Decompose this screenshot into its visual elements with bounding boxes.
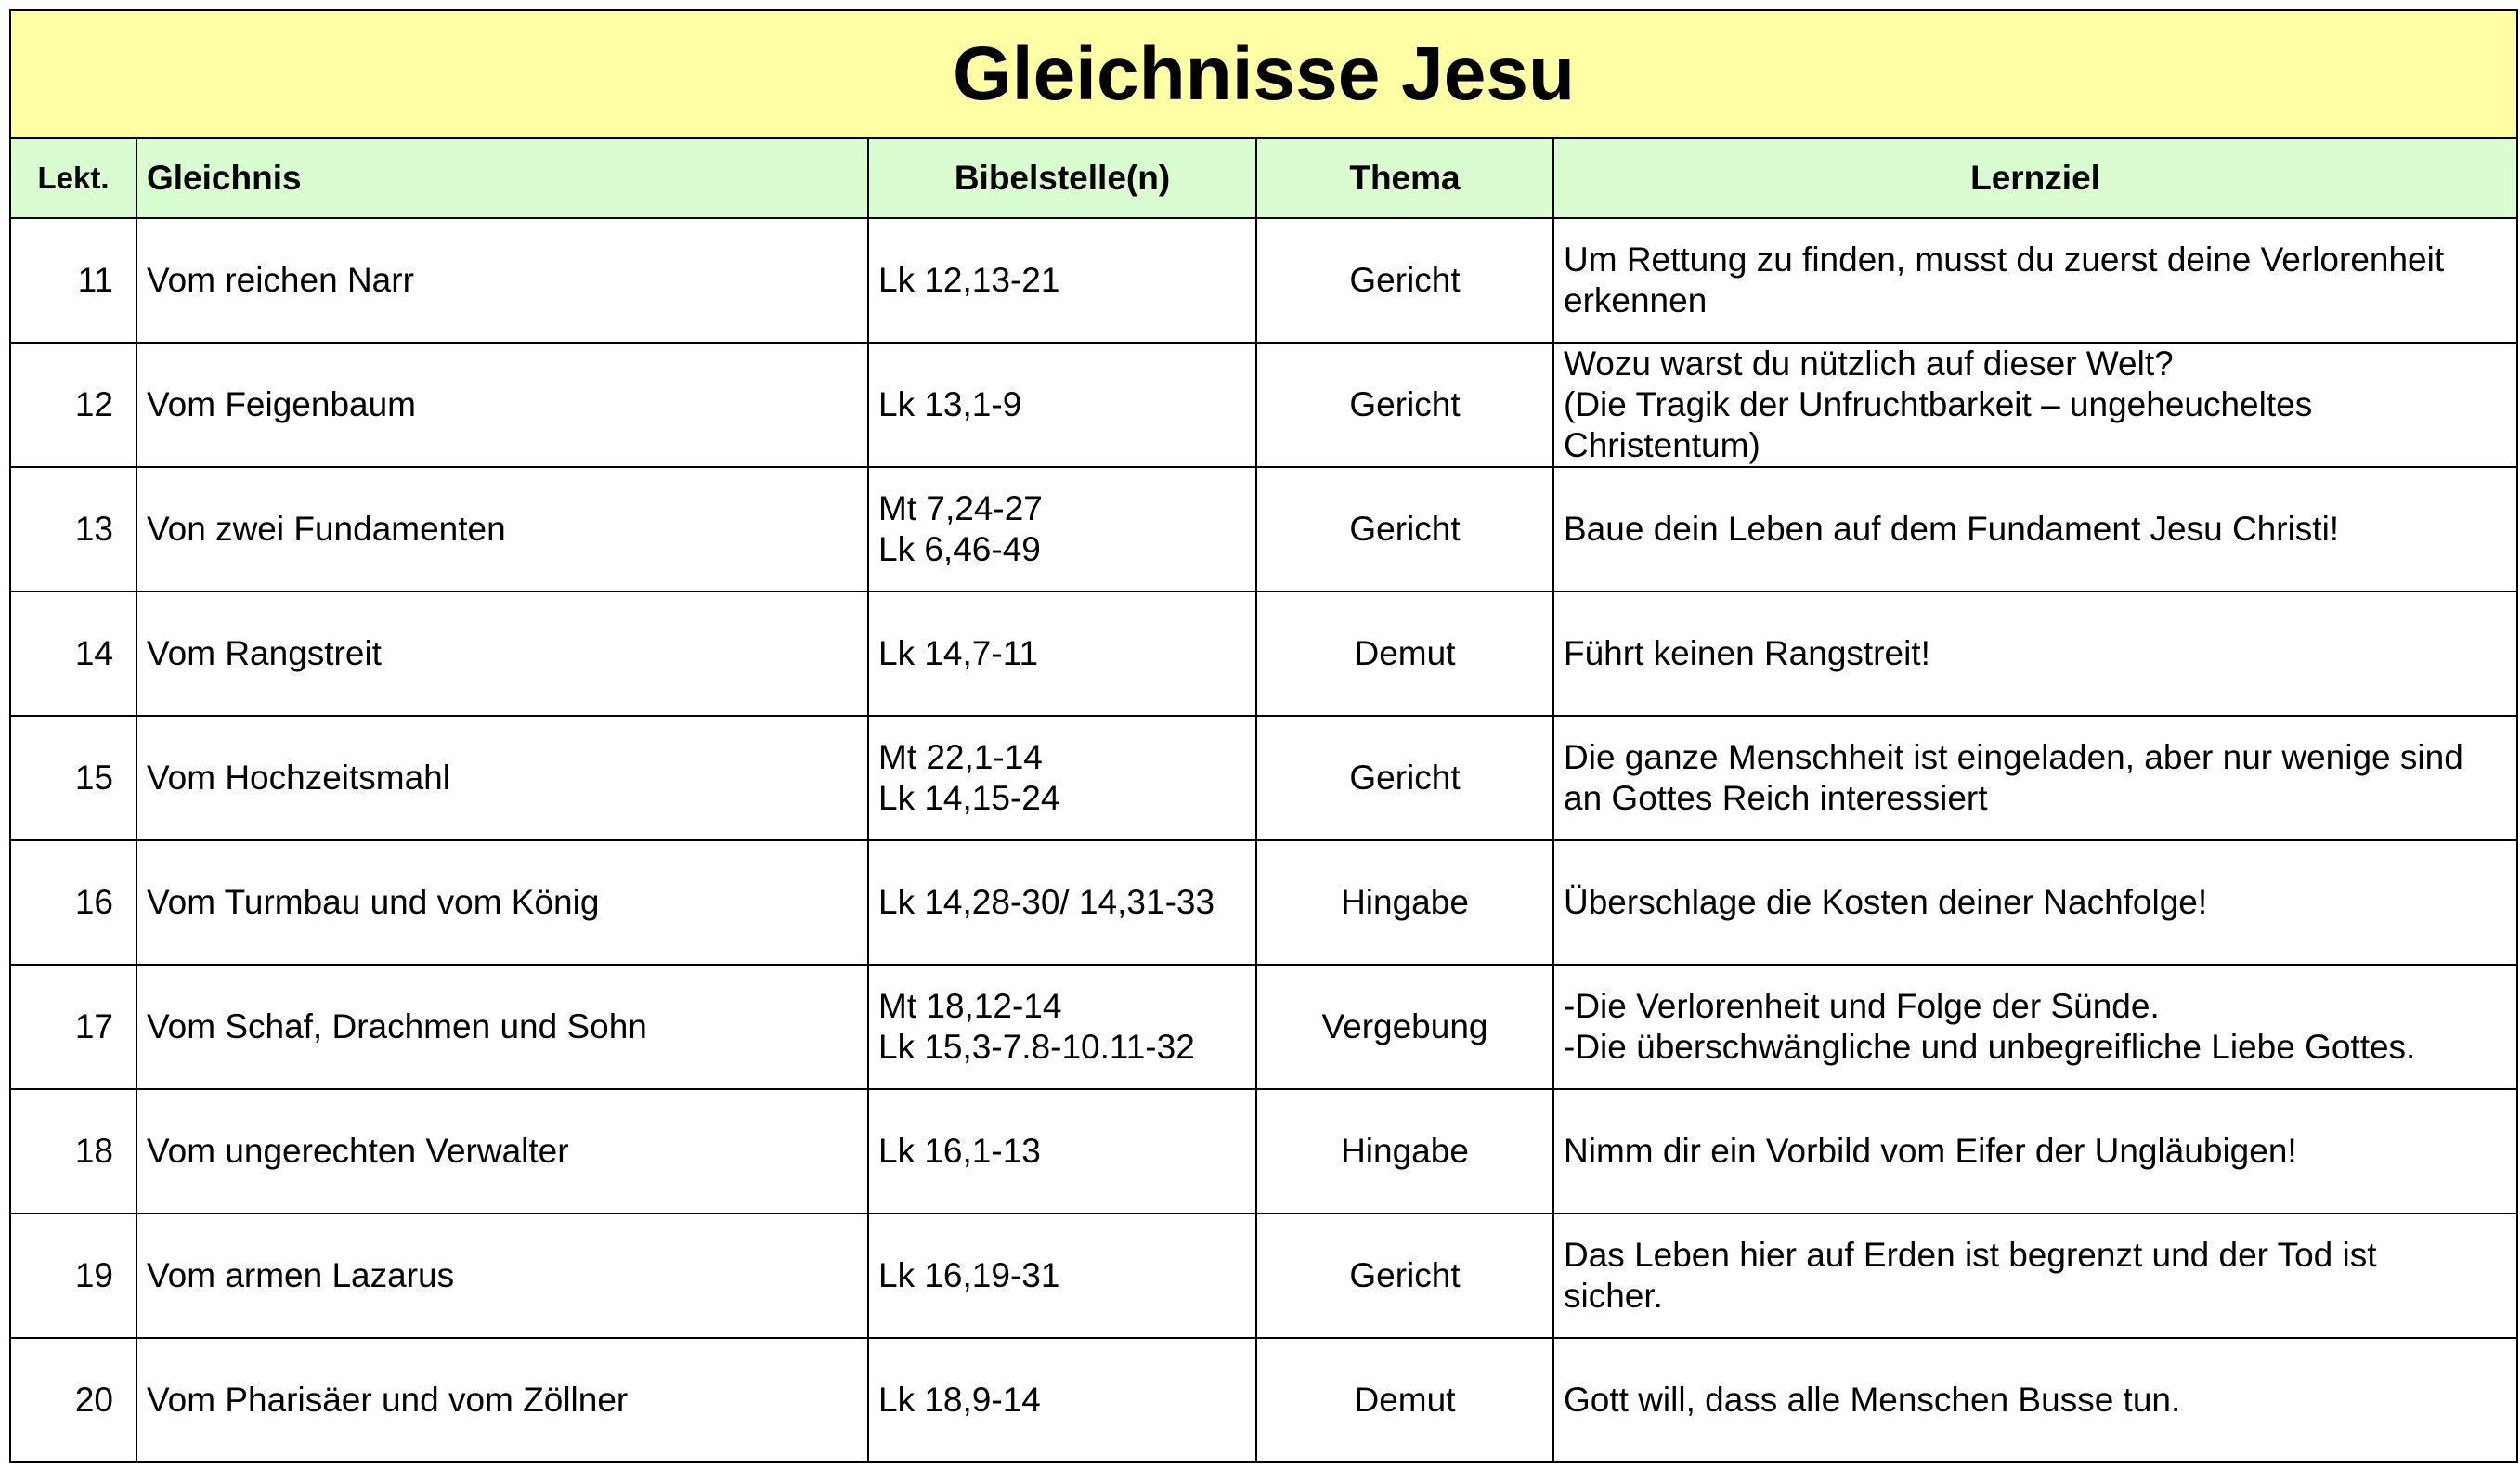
cell-lernziel: Um Rettung zu finden, musst du zuerst deine Verlorenheit erkennen	[1553, 218, 2517, 343]
cell-lekt: 16	[10, 840, 136, 965]
cell-lekt: 15	[10, 716, 136, 840]
cell-gleichnis: Vom ungerechten Verwalter	[136, 1089, 868, 1214]
table-row	[10, 343, 2517, 467]
header-thema: Thema	[1256, 138, 1553, 218]
cell-bibelstelle: Mt 7,24-27 Lk 6,46-49	[868, 467, 1256, 591]
cell-gleichnis: Vom Hochzeitsmahl	[136, 716, 868, 840]
cell-bibelstelle: Lk 16,19-31	[868, 1214, 1256, 1338]
cell-lernziel: Baue dein Leben auf dem Fundament Jesu Christi!	[1553, 467, 2517, 591]
cell-bibelstelle: Lk 14,7-11	[868, 591, 1256, 716]
cell-gleichnis: Vom Turmbau und vom König	[136, 840, 868, 965]
cell-lernziel: Gott will, dass alle Menschen Busse tun.	[1553, 1338, 2517, 1462]
cell-thema: Gericht	[1256, 1214, 1553, 1338]
parables-table	[9, 9, 2518, 1463]
cell-bibelstelle: Lk 16,1-13	[868, 1089, 1256, 1214]
cell-lekt: 11	[10, 218, 136, 343]
cell-lernziel: Die ganze Menschheit ist eingeladen, aber nur wenige sind an Gottes Reich interessiert	[1553, 716, 2517, 840]
cell-lernziel: Nimm dir ein Vorbild vom Eifer der Ungläubigen!	[1553, 1089, 2517, 1214]
cell-lernziel: Das Leben hier auf Erden ist begrenzt und der Tod ist sicher.	[1553, 1214, 2517, 1338]
table-row	[10, 218, 2517, 343]
cell-bibelstelle: Mt 18,12-14 Lk 15,3-7.8-10.11-32	[868, 965, 1256, 1089]
header-bibelstelle: Bibelstelle(n)	[868, 138, 1256, 218]
table-row	[10, 1089, 2517, 1214]
cell-lekt: 13	[10, 467, 136, 591]
table-row	[10, 1214, 2517, 1338]
cell-lekt: 17	[10, 965, 136, 1089]
cell-bibelstelle: Lk 13,1-9	[868, 343, 1256, 467]
cell-lernziel: Wozu warst du nützlich auf dieser Welt? (Die Tragik der Unfruchtbarkeit – ungeheucheltes Christentum)	[1553, 343, 2517, 467]
table-row	[10, 840, 2517, 965]
cell-lernziel: Überschlage die Kosten deiner Nachfolge!	[1553, 840, 2517, 965]
cell-thema: Gericht	[1256, 716, 1553, 840]
cell-thema: Hingabe	[1256, 1089, 1553, 1214]
cell-bibelstelle: Mt 22,1-14 Lk 14,15-24	[868, 716, 1256, 840]
cell-gleichnis: Vom reichen Narr	[136, 218, 868, 343]
table-row	[10, 716, 2517, 840]
cell-lekt: 20	[10, 1338, 136, 1462]
cell-gleichnis: Vom Pharisäer und vom Zöllner	[136, 1338, 868, 1462]
cell-thema: Hingabe	[1256, 840, 1553, 965]
page-title: Gleichnisse Jesu	[10, 10, 2517, 138]
cell-thema: Gericht	[1256, 218, 1553, 343]
table-row	[10, 965, 2517, 1089]
cell-thema: Vergebung	[1256, 965, 1553, 1089]
header-lernziel: Lernziel	[1553, 138, 2517, 218]
cell-gleichnis: Von zwei Fundamenten	[136, 467, 868, 591]
cell-thema: Gericht	[1256, 467, 1553, 591]
header-gleichnis: Gleichnis	[136, 138, 868, 218]
header-row	[10, 138, 2517, 218]
table-row	[10, 591, 2517, 716]
cell-gleichnis: Vom Feigenbaum	[136, 343, 868, 467]
cell-thema: Gericht	[1256, 343, 1553, 467]
cell-gleichnis: Vom Rangstreit	[136, 591, 868, 716]
cell-lekt: 14	[10, 591, 136, 716]
cell-gleichnis: Vom Schaf, Drachmen und Sohn	[136, 965, 868, 1089]
cell-lernziel: -Die Verlorenheit und Folge der Sünde. -Die überschwängliche und unbegreifliche Liebe Gottes.	[1553, 965, 2517, 1089]
cell-lekt: 12	[10, 343, 136, 467]
cell-lernziel: Führt keinen Rangstreit!	[1553, 591, 2517, 716]
header-lekt: Lekt.	[10, 138, 136, 218]
cell-bibelstelle: Lk 18,9-14	[868, 1338, 1256, 1462]
cell-thema: Demut	[1256, 1338, 1553, 1462]
cell-bibelstelle: Lk 14,28-30/ 14,31-33	[868, 840, 1256, 965]
table-row	[10, 1338, 2517, 1462]
cell-lekt: 18	[10, 1089, 136, 1214]
table-row	[10, 467, 2517, 591]
cell-thema: Demut	[1256, 591, 1553, 716]
cell-bibelstelle: Lk 12,13-21	[868, 218, 1256, 343]
cell-gleichnis: Vom armen Lazarus	[136, 1214, 868, 1338]
cell-lekt: 19	[10, 1214, 136, 1338]
